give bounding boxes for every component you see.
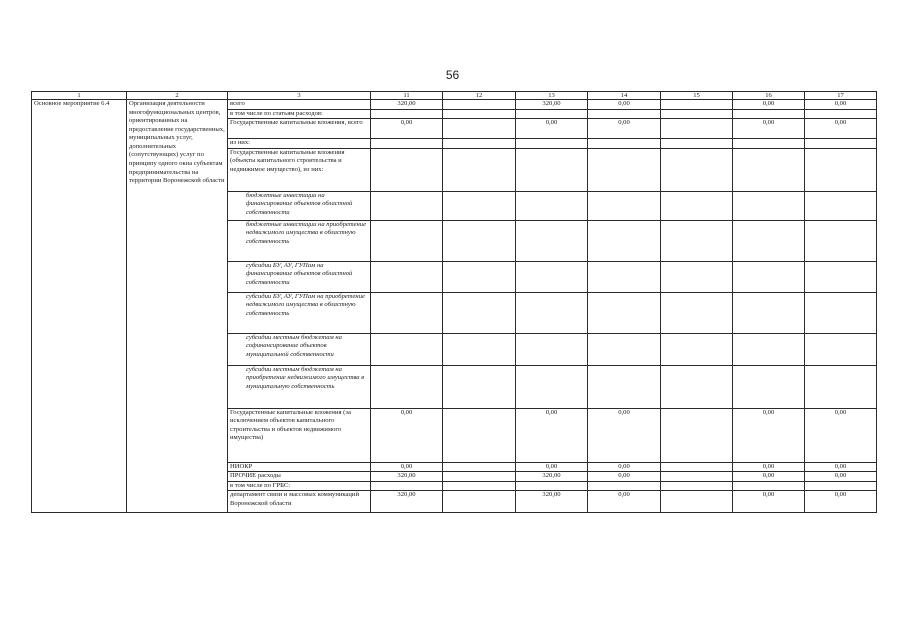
value-cell: 0,00 — [588, 408, 661, 462]
value-cell: 0,00 — [733, 472, 805, 482]
header-row — [32, 92, 877, 100]
value-cell — [371, 109, 443, 119]
value-cell — [371, 220, 443, 261]
value-cell: 0,00 — [733, 119, 805, 139]
value-cell — [516, 365, 588, 408]
value-cell — [443, 472, 516, 482]
value-cell: 320,00 — [371, 491, 443, 513]
value-cell — [516, 139, 588, 149]
value-cell: 0,00 — [516, 462, 588, 472]
row-label: Государстенные капитальные вложения (за исключением объектов капитального строительства и объектов недвижимого имущества) — [228, 408, 371, 462]
value-cell — [805, 148, 877, 191]
value-cell — [588, 191, 661, 220]
value-cell — [516, 148, 588, 191]
value-cell — [443, 481, 516, 491]
header-cell: 15 — [661, 92, 733, 100]
value-cell: 0,00 — [805, 472, 877, 482]
row-label: департамент связи и массовых коммуникаций Воронежской области — [228, 491, 371, 513]
value-cell: 0,00 — [733, 491, 805, 513]
value-cell — [371, 191, 443, 220]
value-cell — [516, 109, 588, 119]
row-label: бюджетные инвестиции на приобретение недвижимого имущества в областную собственность — [228, 220, 371, 261]
value-cell — [588, 481, 661, 491]
value-cell — [443, 365, 516, 408]
value-cell: 0,00 — [516, 408, 588, 462]
value-cell — [733, 365, 805, 408]
header-cell: 3 — [228, 92, 371, 100]
value-cell — [733, 148, 805, 191]
value-cell — [371, 333, 443, 365]
row-label: ПРОЧИЕ расходы — [228, 472, 371, 482]
row-label: Государственные капитальные вложения (объекты капитального строительства и недвижимое имущество), из них: — [228, 148, 371, 191]
value-cell: 0,00 — [733, 100, 805, 110]
value-cell — [661, 139, 733, 149]
value-cell — [443, 100, 516, 110]
value-cell: 320,00 — [516, 491, 588, 513]
value-cell — [371, 365, 443, 408]
value-cell — [516, 220, 588, 261]
value-cell — [661, 220, 733, 261]
value-cell — [661, 292, 733, 333]
value-cell: 0,00 — [805, 491, 877, 513]
header-cell: 12 — [443, 92, 516, 100]
value-cell — [588, 139, 661, 149]
value-cell — [805, 365, 877, 408]
value-cell: 0,00 — [733, 408, 805, 462]
budget-table — [31, 91, 877, 513]
value-cell: 0,00 — [588, 462, 661, 472]
value-cell — [805, 139, 877, 149]
row-label: Государственные капитальные вложения, всего — [228, 119, 371, 139]
row-label: из них: — [228, 139, 371, 149]
value-cell: 0,00 — [588, 119, 661, 139]
value-cell — [371, 139, 443, 149]
value-cell — [661, 191, 733, 220]
value-cell — [805, 261, 877, 292]
page-number: 56 — [445, 68, 460, 82]
value-cell — [805, 109, 877, 119]
row-label: бюджетные инвестиции на финансирование объектов областной собственности — [228, 191, 371, 220]
value-cell: 0,00 — [805, 100, 877, 110]
value-cell: 0,00 — [588, 100, 661, 110]
row-label: в том числе по статьям расходов: — [228, 109, 371, 119]
row-label: всего — [228, 100, 371, 110]
value-cell — [805, 220, 877, 261]
value-cell — [516, 292, 588, 333]
value-cell: 0,00 — [516, 119, 588, 139]
value-cell: 320,00 — [516, 100, 588, 110]
value-cell — [443, 491, 516, 513]
value-cell — [443, 292, 516, 333]
value-cell — [661, 100, 733, 110]
value-cell — [443, 139, 516, 149]
header-cell: 1 — [32, 92, 127, 100]
value-cell — [588, 292, 661, 333]
table-row — [32, 100, 877, 110]
value-cell — [443, 408, 516, 462]
row-label: субсидии БУ, АУ, ГУПам на приобретение недвижимого имущества в областную собственность — [228, 292, 371, 333]
header-cell: 16 — [733, 92, 805, 100]
value-cell — [443, 462, 516, 472]
header-cell: 11 — [371, 92, 443, 100]
value-cell — [661, 261, 733, 292]
row-label: НИОКР — [228, 462, 371, 472]
value-cell: 0,00 — [588, 491, 661, 513]
value-cell — [661, 333, 733, 365]
value-cell: 0,00 — [733, 462, 805, 472]
value-cell — [516, 481, 588, 491]
value-cell: 0,00 — [805, 408, 877, 462]
value-cell: 0,00 — [805, 119, 877, 139]
value-cell — [805, 191, 877, 220]
value-cell — [661, 491, 733, 513]
value-cell — [588, 109, 661, 119]
header-cell: 13 — [516, 92, 588, 100]
value-cell — [443, 119, 516, 139]
value-cell — [661, 148, 733, 191]
value-cell — [733, 191, 805, 220]
value-cell — [661, 462, 733, 472]
activity-description: Организация деятельности многофункциональных центров, ориентированных на предоставление государственных, муниципальных услуг, дополнительных (сопутствующих) услуг по принципу одного окна субъектам предпринимательства на территории Воронежской области — [127, 100, 228, 513]
value-cell — [661, 109, 733, 119]
value-cell — [805, 481, 877, 491]
value-cell — [733, 220, 805, 261]
value-cell — [588, 148, 661, 191]
row-label: субсидии БУ, АУ, ГУПам на финансирование объектов областной собственности — [228, 261, 371, 292]
value-cell — [371, 481, 443, 491]
value-cell — [733, 481, 805, 491]
value-cell — [588, 333, 661, 365]
value-cell — [661, 365, 733, 408]
value-cell — [443, 109, 516, 119]
value-cell — [443, 220, 516, 261]
value-cell — [733, 292, 805, 333]
row-label: субсидии местным бюджетам на приобретение недвижимого имущества в муниципальную собственность — [228, 365, 371, 408]
value-cell — [516, 261, 588, 292]
value-cell — [661, 472, 733, 482]
value-cell — [443, 191, 516, 220]
value-cell — [371, 261, 443, 292]
value-cell: 0,00 — [805, 462, 877, 472]
value-cell — [661, 119, 733, 139]
value-cell — [516, 191, 588, 220]
value-cell — [516, 333, 588, 365]
value-cell: 0,00 — [371, 119, 443, 139]
row-label: субсидии местным бюджетам на софинансирование объектов муниципальной собственности — [228, 333, 371, 365]
value-cell — [733, 109, 805, 119]
value-cell — [371, 292, 443, 333]
value-cell: 320,00 — [371, 472, 443, 482]
value-cell: 320,00 — [516, 472, 588, 482]
value-cell — [371, 148, 443, 191]
header-cell: 2 — [127, 92, 228, 100]
value-cell — [661, 481, 733, 491]
value-cell — [588, 261, 661, 292]
header-cell: 14 — [588, 92, 661, 100]
value-cell: 0,00 — [588, 472, 661, 482]
header-cell: 17 — [805, 92, 877, 100]
value-cell — [733, 261, 805, 292]
row-label: в том числе по ГРБС: — [228, 481, 371, 491]
value-cell — [733, 139, 805, 149]
value-cell — [661, 408, 733, 462]
value-cell — [588, 220, 661, 261]
value-cell: 0,00 — [371, 408, 443, 462]
value-cell — [805, 292, 877, 333]
value-cell — [733, 333, 805, 365]
value-cell — [588, 365, 661, 408]
value-cell — [443, 333, 516, 365]
activity-name: Основное мероприятие 6.4 — [32, 100, 127, 513]
value-cell — [805, 333, 877, 365]
value-cell — [443, 148, 516, 191]
value-cell — [443, 261, 516, 292]
value-cell: 320,00 — [371, 100, 443, 110]
value-cell: 0,00 — [371, 462, 443, 472]
